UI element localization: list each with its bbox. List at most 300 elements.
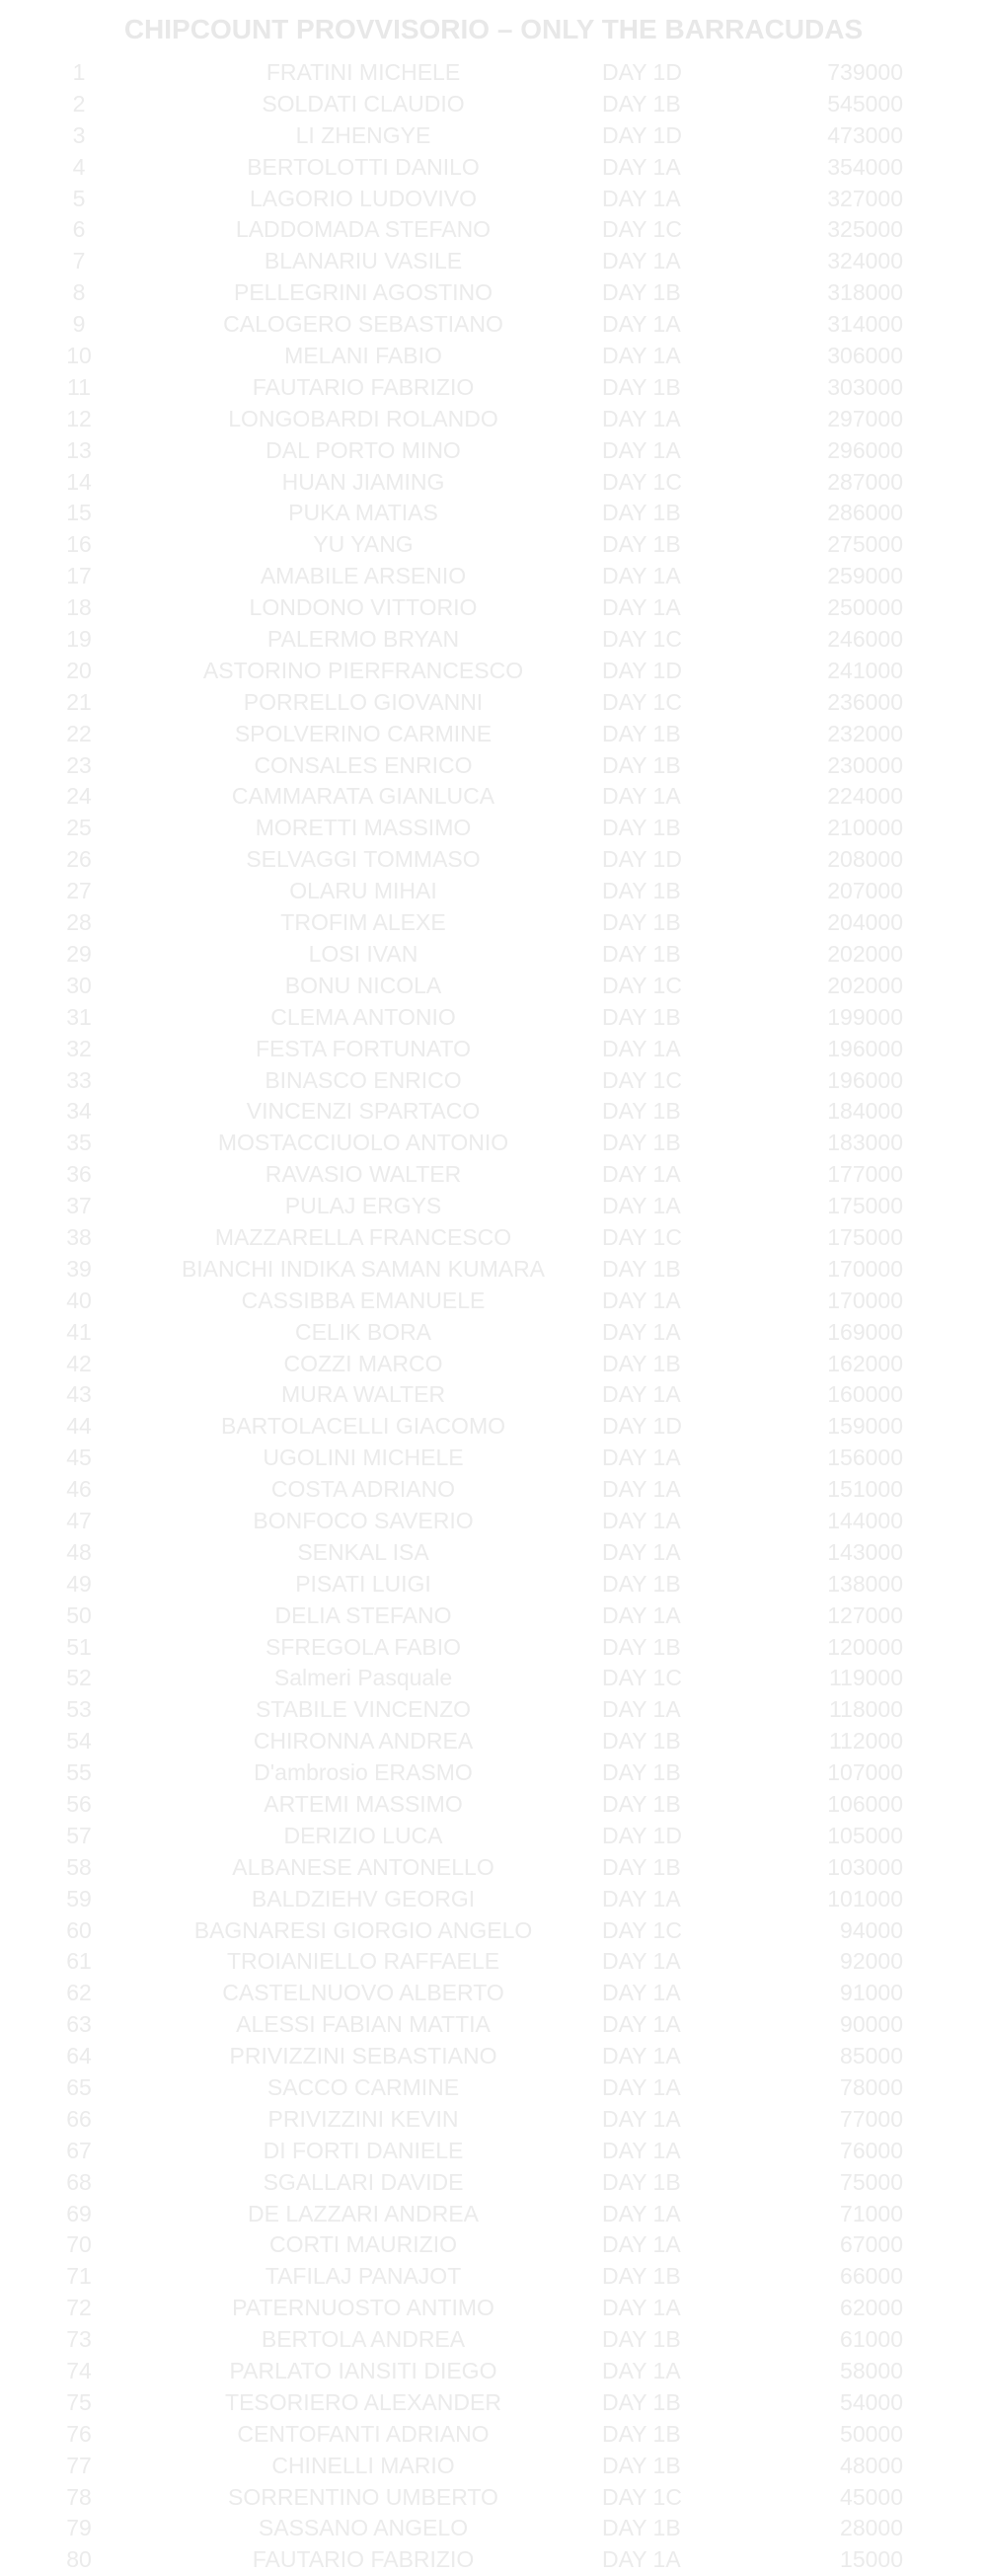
chipcount-cell: 275000 <box>827 531 903 558</box>
day-cell: DAY 1A <box>602 1601 681 1628</box>
table-row <box>0 907 987 939</box>
chipcount-cell: 204000 <box>827 909 903 936</box>
chipcount-cell: 739000 <box>827 59 903 85</box>
rank-cell: 59 <box>66 1885 92 1912</box>
player-name-cell: BARTOLACELLI GIACOMO <box>220 1413 506 1440</box>
table-row <box>0 1821 987 1852</box>
player-name-cell: MELANI FABIO <box>284 343 442 369</box>
day-cell: DAY 1A <box>602 1885 681 1912</box>
player-name-cell: ALESSI FABIAN MATTIA <box>236 2011 491 2038</box>
rank-cell: 73 <box>66 2326 92 2353</box>
table-row <box>0 1946 987 1978</box>
day-cell: DAY 1A <box>602 1287 681 1313</box>
player-name-cell: TROIANIELLO RAFFAELE <box>226 1948 500 1975</box>
day-cell: DAY 1B <box>602 500 681 526</box>
day-cell: DAY 1B <box>602 1633 681 1660</box>
day-cell: DAY 1C <box>602 216 682 243</box>
player-name-cell: LOSI IVAN <box>308 940 418 967</box>
rank-cell: 69 <box>66 2200 92 2226</box>
rank-cell: 17 <box>66 563 92 589</box>
rank-cell: 37 <box>66 1193 92 1219</box>
table-row <box>0 152 987 184</box>
table-row <box>0 813 987 844</box>
day-cell: DAY 1A <box>602 1318 681 1345</box>
table-row <box>0 561 987 592</box>
chipcount-cell: 112000 <box>828 1728 903 1755</box>
player-name-cell: SASSANO ANGELO <box>258 2515 469 2541</box>
player-name-cell: CENTOFANTI ADRIANO <box>237 2420 490 2447</box>
day-cell: DAY 1A <box>602 2074 681 2100</box>
table-row <box>0 1663 987 1694</box>
player-name-cell: CALOGERO SEBASTIANO <box>223 311 503 338</box>
day-cell: DAY 1B <box>602 1790 681 1817</box>
chipcount-cell: 259000 <box>827 563 903 589</box>
day-cell: DAY 1A <box>602 2295 681 2321</box>
player-name-cell: SACCO CARMINE <box>266 2074 460 2100</box>
day-cell: DAY 1B <box>602 90 681 117</box>
table-row <box>0 624 987 656</box>
table-row <box>0 1034 987 1065</box>
chipcount-cell: 159000 <box>827 1413 903 1440</box>
player-name-cell: ASTORINO PIERFRANCESCO <box>202 657 524 683</box>
table-row <box>0 1569 987 1600</box>
day-cell: DAY 1A <box>602 1444 681 1471</box>
rank-cell: 1 <box>72 59 86 85</box>
chipcount-cell: 208000 <box>827 846 903 873</box>
player-name-cell: RAVASIO WALTER <box>265 1161 462 1188</box>
table-row <box>0 1694 987 1726</box>
chipcount-cell: 199000 <box>827 1003 903 1030</box>
table-row <box>0 1317 987 1349</box>
day-cell: DAY 1B <box>602 1255 681 1282</box>
table-row <box>0 1254 987 1286</box>
day-cell: DAY 1A <box>602 1476 681 1503</box>
chipcount-cell: 156000 <box>827 1444 903 1471</box>
player-name-cell: LI ZHENGYE <box>295 121 431 148</box>
rank-cell: 65 <box>66 2074 92 2100</box>
day-cell: DAY 1A <box>602 1507 681 1533</box>
rank-cell: 47 <box>66 1507 92 1533</box>
chipcount-cell: 91000 <box>840 1980 903 2006</box>
table-row <box>0 1379 987 1411</box>
table-row <box>0 1632 987 1664</box>
player-name-cell: PALERMO BRYAN <box>266 626 460 653</box>
chipcount-cell: 314000 <box>827 311 903 338</box>
player-name-cell: BALDZIEHV GEORGI <box>251 1885 476 1912</box>
table-row <box>0 1757 987 1789</box>
day-cell: DAY 1B <box>602 2168 681 2195</box>
player-name-cell: ARTEMI MASSIMO <box>264 1790 463 1817</box>
chipcount-cell: 144000 <box>827 1507 903 1533</box>
day-cell: DAY 1A <box>602 1948 681 1975</box>
chipcount-cell: 45000 <box>840 2483 903 2510</box>
table-row <box>0 57 987 89</box>
day-cell: DAY 1B <box>602 2452 681 2478</box>
chipcount-cell: 92000 <box>840 1948 903 1975</box>
table-row <box>0 309 987 341</box>
day-cell: DAY 1C <box>602 1916 682 1943</box>
table-row <box>0 2199 987 2230</box>
player-name-cell: MURA WALTER <box>280 1381 446 1408</box>
day-cell: DAY 1A <box>602 185 681 211</box>
chipcount-cell: 50000 <box>840 2420 903 2447</box>
player-name-cell: FAUTARIO FABRIZIO <box>252 2546 475 2573</box>
rank-cell: 51 <box>66 1633 92 1660</box>
table-row <box>0 1852 987 1884</box>
chipcount-cell: 297000 <box>827 405 903 431</box>
player-name-cell: MAZZARELLA FRANCESCO <box>214 1223 512 1250</box>
player-name-cell: PELLEGRINI AGOSTINO <box>233 279 494 306</box>
chipcount-cell: 473000 <box>827 121 903 148</box>
rank-cell: 26 <box>66 846 92 873</box>
player-name-cell: VINCENZI SPARTACO <box>246 1098 481 1125</box>
table-row <box>0 2324 987 2356</box>
chipcount-cell: 101000 <box>827 1885 903 1912</box>
chipcount-cell: 54000 <box>840 2388 903 2415</box>
day-cell: DAY 1C <box>602 1223 682 1250</box>
chipcount-cell: 230000 <box>827 751 903 778</box>
table-row <box>0 120 987 152</box>
chipcount-cell: 119000 <box>828 1665 903 1691</box>
table-row <box>0 971 987 1002</box>
day-cell: DAY 1A <box>602 2105 681 2132</box>
rank-cell: 74 <box>66 2358 92 2384</box>
chipcount-cell: 325000 <box>827 216 903 243</box>
chipcount-cell: 232000 <box>827 720 903 746</box>
chipcount-cell: 127000 <box>827 1601 903 1628</box>
player-name-cell: TESORIERO ALEXANDER <box>225 2388 501 2415</box>
table-row <box>0 719 987 750</box>
chipcount-cell: 67000 <box>840 2231 903 2258</box>
rank-cell: 24 <box>66 783 92 810</box>
rank-cell: 3 <box>72 121 86 148</box>
chipcount-cell: 202000 <box>827 940 903 967</box>
chipcount-cell: 138000 <box>827 1570 903 1597</box>
player-name-cell: CELIK BORA <box>294 1318 432 1345</box>
player-name-cell: PISATI LUIGI <box>295 1570 431 1597</box>
rank-cell: 52 <box>66 1665 92 1691</box>
table-row <box>0 372 987 404</box>
day-cell: DAY 1C <box>602 1066 682 1093</box>
player-name-cell: BONFOCO SAVERIO <box>253 1507 474 1533</box>
table-row <box>0 2167 987 2199</box>
chipcount-cell: 210000 <box>827 815 903 841</box>
table-row <box>0 2544 987 2576</box>
rank-cell: 19 <box>66 626 92 653</box>
rank-cell: 36 <box>66 1161 92 1188</box>
rank-cell: 7 <box>72 248 86 274</box>
chipcount-cell: 120000 <box>827 1633 903 1660</box>
player-name-cell: BINASCO ENRICO <box>265 1066 462 1093</box>
day-cell: DAY 1B <box>602 1350 681 1376</box>
day-cell: DAY 1A <box>602 1538 681 1565</box>
table-row <box>0 1286 987 1317</box>
day-cell: DAY 1B <box>602 1003 681 1030</box>
chipcount-cell: 105000 <box>827 1822 903 1848</box>
table-row <box>0 1065 987 1097</box>
table-row <box>0 2229 987 2261</box>
rank-cell: 11 <box>67 373 91 400</box>
day-cell: DAY 1A <box>602 2200 681 2226</box>
rank-cell: 18 <box>66 594 92 621</box>
day-cell: DAY 1B <box>602 2326 681 2353</box>
rank-cell: 71 <box>66 2263 92 2290</box>
player-name-cell: SELVAGGI TOMMASO <box>246 846 481 873</box>
table-row <box>0 498 987 529</box>
table-row <box>0 1506 987 1537</box>
chipcount-cell: 175000 <box>827 1193 903 1219</box>
chipcount-cell: 143000 <box>827 1538 903 1565</box>
chipcount-cell: 61000 <box>840 2326 903 2353</box>
player-name-cell: BERTOLOTTI DANILO <box>247 153 480 180</box>
chipcount-cell: 48000 <box>840 2452 903 2478</box>
rank-cell: 13 <box>66 436 92 463</box>
rank-cell: 23 <box>66 751 92 778</box>
rank-cell: 6 <box>72 216 86 243</box>
rank-cell: 72 <box>66 2295 92 2321</box>
rank-cell: 27 <box>66 878 92 904</box>
day-cell: DAY 1C <box>602 626 682 653</box>
rank-cell: 57 <box>66 1822 92 1848</box>
chipcount-cell: 296000 <box>827 436 903 463</box>
player-name-cell: SPOLVERINO CARMINE <box>234 720 493 746</box>
table-row <box>0 2009 987 2041</box>
table-row <box>0 656 987 687</box>
player-name-cell: CASTELNUOVO ALBERTO <box>222 1980 504 2006</box>
day-cell: DAY 1B <box>602 940 681 967</box>
table-row <box>0 2513 987 2544</box>
chipcount-cell: 306000 <box>827 343 903 369</box>
chipcount-cell: 169000 <box>827 1318 903 1345</box>
chipcount-cell: 202000 <box>827 972 903 998</box>
table-row <box>0 184 987 215</box>
rank-cell: 66 <box>66 2105 92 2132</box>
day-cell: DAY 1B <box>602 751 681 778</box>
table-row <box>0 1096 987 1128</box>
chipcount-cell: 224000 <box>827 783 903 810</box>
rank-cell: 33 <box>66 1066 92 1093</box>
table-row <box>0 435 987 467</box>
player-name-cell: HUAN JIAMING <box>281 468 445 495</box>
rank-cell: 53 <box>66 1696 92 1723</box>
rank-cell: 9 <box>72 311 86 338</box>
table-row <box>0 1002 987 1034</box>
player-name-cell: TAFILAJ PANAJOT <box>265 2263 462 2290</box>
player-name-cell: TROFIM ALEXE <box>280 909 446 936</box>
chipcount-cell: 207000 <box>827 878 903 904</box>
player-name-cell: Salmeri Pasquale <box>273 1665 453 1691</box>
chipcount-cell: 66000 <box>840 2263 903 2290</box>
day-cell: DAY 1C <box>602 688 682 715</box>
chipcount-cell: 303000 <box>827 373 903 400</box>
day-cell: DAY 1D <box>602 1413 682 1440</box>
table-row <box>0 1222 987 1254</box>
table-row <box>0 1537 987 1569</box>
day-cell: DAY 1A <box>602 248 681 274</box>
table-row <box>0 2387 987 2419</box>
table-row <box>0 1915 987 1947</box>
rank-cell: 79 <box>66 2515 92 2541</box>
chipcount-cell: 170000 <box>827 1287 903 1313</box>
rank-cell: 34 <box>66 1098 92 1125</box>
chipcount-cell: 58000 <box>840 2358 903 2384</box>
table-row <box>0 2419 987 2451</box>
player-name-cell: CHINELLI MARIO <box>271 2452 455 2478</box>
rank-cell: 50 <box>66 1601 92 1628</box>
day-cell: DAY 1C <box>602 468 682 495</box>
rank-cell: 22 <box>66 720 92 746</box>
day-cell: DAY 1A <box>602 311 681 338</box>
rank-cell: 8 <box>72 279 86 306</box>
day-cell: DAY 1B <box>602 1130 681 1156</box>
player-name-cell: CORTI MAURIZIO <box>269 2231 457 2258</box>
rank-cell: 12 <box>66 405 92 431</box>
table-row <box>0 341 987 372</box>
table-row <box>0 246 987 277</box>
chipcount-cell: 196000 <box>827 1035 903 1061</box>
table-row <box>0 1349 987 1380</box>
rank-cell: 56 <box>66 1790 92 1817</box>
rank-cell: 38 <box>66 1223 92 1250</box>
rank-cell: 58 <box>66 1853 92 1880</box>
player-name-cell: PRIVIZZINI SEBASTIANO <box>229 2043 497 2069</box>
day-cell: DAY 1A <box>602 2137 681 2163</box>
player-name-cell: PARLATO IANSITI DIEGO <box>229 2358 497 2384</box>
day-cell: DAY 1B <box>602 2515 681 2541</box>
day-cell: DAY 1B <box>602 531 681 558</box>
player-name-cell: SGALLARI DAVIDE <box>263 2168 464 2195</box>
player-name-cell: STABILE VINCENZO <box>255 1696 472 1723</box>
table-row <box>0 2104 987 2136</box>
chipcount-cell: 324000 <box>827 248 903 274</box>
table-row <box>0 1128 987 1159</box>
chipcount-cell: 175000 <box>827 1223 903 1250</box>
rank-cell: 5 <box>72 185 86 211</box>
chipcount-cell: 15000 <box>840 2546 903 2573</box>
table-row <box>0 1159 987 1191</box>
table-row <box>0 592 987 624</box>
day-cell: DAY 1C <box>602 972 682 998</box>
rank-cell: 2 <box>72 90 86 117</box>
chipcount-cell: 75000 <box>840 2168 903 2195</box>
player-name-cell: AMABILE ARSENIO <box>260 563 467 589</box>
player-name-cell: YU YANG <box>313 531 414 558</box>
chipcount-cell: 106000 <box>827 1790 903 1817</box>
rank-cell: 63 <box>66 2011 92 2038</box>
table-row <box>0 876 987 907</box>
day-cell: DAY 1A <box>602 1381 681 1408</box>
player-name-cell: BERTOLA ANDREA <box>261 2326 466 2353</box>
player-name-cell: LAGORIO LUDOVIVO <box>249 185 478 211</box>
table-row <box>0 2136 987 2167</box>
table-row <box>0 1726 987 1757</box>
player-name-cell: PORRELLO GIOVANNI <box>243 688 484 715</box>
player-name-cell: MOSTACCIUOLO ANTONIO <box>217 1130 509 1156</box>
table-row <box>0 1443 987 1474</box>
chipcount-cell: 94000 <box>840 1916 903 1943</box>
day-cell: DAY 1D <box>602 59 682 85</box>
player-name-cell: UGOLINI MICHELE <box>263 1444 464 1471</box>
table-row <box>0 844 987 876</box>
day-cell: DAY 1C <box>602 1665 682 1691</box>
table-row <box>0 1191 987 1222</box>
chipcount-cell: 170000 <box>827 1255 903 1282</box>
table-row <box>0 277 987 309</box>
chipcount-cell: 287000 <box>827 468 903 495</box>
rank-cell: 4 <box>72 153 86 180</box>
rank-cell: 68 <box>66 2168 92 2195</box>
table-row <box>0 404 987 435</box>
day-cell: DAY 1B <box>602 279 681 306</box>
day-cell: DAY 1A <box>602 405 681 431</box>
table-row <box>0 1600 987 1632</box>
rank-cell: 77 <box>66 2452 92 2478</box>
player-name-cell: LADDOMADA STEFANO <box>235 216 492 243</box>
player-name-cell: DE LAZZARI ANDREA <box>248 2200 479 2226</box>
player-name-cell: CAMMARATA GIANLUCA <box>231 783 495 810</box>
player-name-cell: MORETTI MASSIMO <box>255 815 472 841</box>
rank-cell: 39 <box>66 1255 92 1282</box>
chipcount-cell: 250000 <box>827 594 903 621</box>
chipcount-cell: 160000 <box>827 1381 903 1408</box>
player-name-cell: CONSALES ENRICO <box>254 751 473 778</box>
rank-cell: 30 <box>66 972 92 998</box>
rank-cell: 35 <box>66 1130 92 1156</box>
day-cell: DAY 1B <box>602 2388 681 2415</box>
day-cell: DAY 1B <box>602 1759 681 1786</box>
rank-cell: 75 <box>66 2388 92 2415</box>
chipcount-cell: 196000 <box>827 1066 903 1093</box>
rank-cell: 46 <box>66 1476 92 1503</box>
player-name-cell: PULAJ ERGYS <box>284 1193 442 1219</box>
chipcount-cell: 85000 <box>840 2043 903 2069</box>
rank-cell: 31 <box>66 1003 92 1030</box>
rank-cell: 20 <box>66 657 92 683</box>
rank-cell: 49 <box>66 1570 92 1597</box>
rank-cell: 80 <box>66 2546 92 2573</box>
rank-cell: 64 <box>66 2043 92 2069</box>
player-name-cell: SOLDATI CLAUDIO <box>262 90 465 117</box>
player-name-cell: CASSIBBA EMANUELE <box>241 1287 486 1313</box>
rank-cell: 45 <box>66 1444 92 1471</box>
table-row <box>0 214 987 246</box>
table-row <box>0 467 987 499</box>
day-cell: DAY 1A <box>602 2231 681 2258</box>
player-name-cell: LONGOBARDI ROLANDO <box>228 405 498 431</box>
rank-cell: 78 <box>66 2483 92 2510</box>
day-cell: DAY 1B <box>602 373 681 400</box>
chipcount-cell: 107000 <box>827 1759 903 1786</box>
day-cell: DAY 1A <box>602 153 681 180</box>
table-row <box>0 529 987 561</box>
day-cell: DAY 1A <box>602 563 681 589</box>
chipcount-cell: 103000 <box>827 1853 903 1880</box>
rank-cell: 70 <box>66 2231 92 2258</box>
rank-cell: 10 <box>66 343 92 369</box>
day-cell: DAY 1B <box>602 720 681 746</box>
day-cell: DAY 1A <box>602 2358 681 2384</box>
rank-cell: 61 <box>66 1948 92 1975</box>
table-row <box>0 1411 987 1443</box>
player-name-cell: LONDONO VITTORIO <box>249 594 478 621</box>
table-row <box>0 2261 987 2293</box>
chipcount-cell: 177000 <box>827 1161 903 1188</box>
chipcount-cell: 71000 <box>840 2200 903 2226</box>
table-row <box>0 939 987 971</box>
day-cell: DAY 1A <box>602 1696 681 1723</box>
day-cell: DAY 1B <box>602 2263 681 2290</box>
chipcount-cell: 77000 <box>840 2105 903 2132</box>
